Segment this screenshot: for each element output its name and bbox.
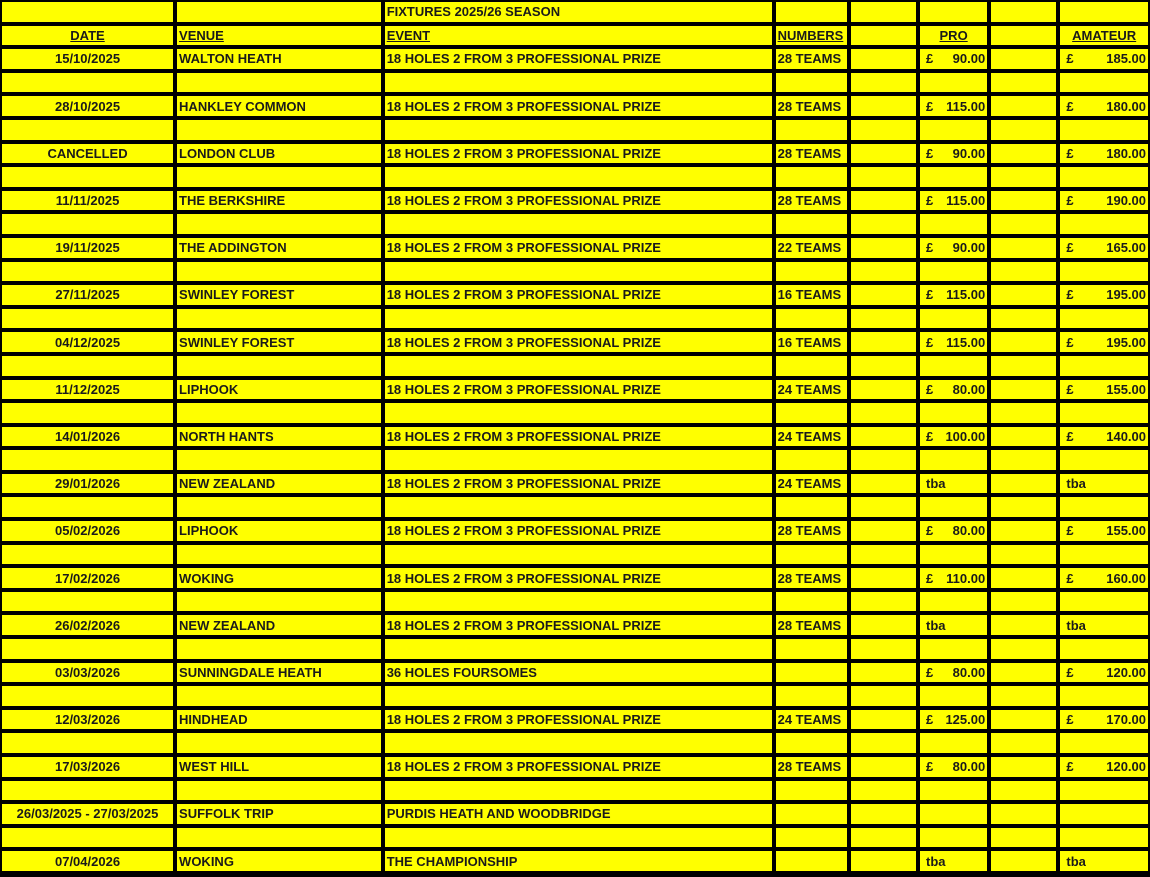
spacer-row (2, 214, 1148, 234)
fixture-date: 07/04/2026 (2, 851, 173, 871)
fixture-venue: WALTON HEATH (177, 49, 381, 69)
table-row (2, 568, 1148, 588)
fixture-numbers: 24 TEAMS (776, 427, 847, 447)
currency-symbol: £ (926, 712, 934, 728)
fixture-pro: £ 115.00 (920, 191, 987, 211)
fixture-event: 18 HOLES 2 FROM 3 PROFESSIONAL PRIZE (385, 757, 772, 777)
spacer-row (2, 403, 1148, 423)
fixture-event: 18 HOLES 2 FROM 3 PROFESSIONAL PRIZE (385, 568, 772, 588)
fixture-date: 12/03/2026 (2, 710, 173, 730)
fixture-numbers (776, 851, 847, 871)
fixture-venue: LONDON CLUB (177, 144, 381, 164)
currency-symbol: £ (926, 145, 934, 161)
fixture-date: 14/01/2026 (2, 427, 173, 447)
header-numbers: NUMBERS (776, 26, 847, 46)
fixture-amateur: £ 160.00 (1060, 568, 1148, 588)
fixture-event: 18 HOLES 2 FROM 3 PROFESSIONAL PRIZE (385, 96, 772, 116)
fixture-venue: WOKING (177, 568, 381, 588)
fixture-numbers: 16 TEAMS (776, 285, 847, 305)
fixture-event: 18 HOLES 2 FROM 3 PROFESSIONAL PRIZE (385, 144, 772, 164)
fixture-amateur: £ 155.00 (1060, 380, 1148, 400)
currency-symbol: £ (1066, 664, 1074, 680)
table-row (2, 332, 1148, 352)
fixture-pro: £ 115.00 (920, 332, 987, 352)
fixture-numbers: 28 TEAMS (776, 49, 847, 69)
table-row (2, 615, 1148, 635)
fixture-venue: LIPHOOK (177, 380, 381, 400)
fixture-numbers: 28 TEAMS (776, 615, 847, 635)
fixture-event: 18 HOLES 2 FROM 3 PROFESSIONAL PRIZE (385, 49, 772, 69)
currency-symbol: £ (1066, 759, 1074, 775)
fixture-date: 26/03/2025 - 27/03/2025 (2, 804, 173, 824)
currency-symbol: £ (926, 759, 934, 775)
fixture-pro: £ 90.00 (920, 238, 987, 258)
fixture-amateur: £ 120.00 (1060, 757, 1148, 777)
fixture-venue: THE ADDINGTON (177, 238, 381, 258)
fixture-venue: HINDHEAD (177, 710, 381, 730)
table-row (2, 238, 1148, 258)
fixture-pro: tba (920, 615, 987, 635)
fixture-date: 17/02/2026 (2, 568, 173, 588)
currency-symbol: £ (1066, 428, 1074, 444)
spacer-row (2, 733, 1148, 753)
fixture-numbers: 22 TEAMS (776, 238, 847, 258)
header-amateur: AMATEUR (1060, 26, 1148, 46)
fixture-numbers: 28 TEAMS (776, 96, 847, 116)
fixture-event: 18 HOLES 2 FROM 3 PROFESSIONAL PRIZE (385, 332, 772, 352)
fixture-pro: £ 80.00 (920, 663, 987, 683)
fixture-pro: £ 100.00 (920, 427, 987, 447)
currency-symbol: £ (926, 240, 934, 256)
table-row (2, 710, 1148, 730)
currency-symbol: £ (1066, 240, 1074, 256)
currency-symbol: £ (926, 523, 934, 539)
fixture-numbers: 24 TEAMS (776, 380, 847, 400)
fixture-amateur: £ 185.00 (1060, 49, 1148, 69)
fixture-venue: WOKING (177, 851, 381, 871)
fixture-pro: £ 115.00 (920, 285, 987, 305)
fixture-pro: £ 80.00 (920, 380, 987, 400)
fixture-event: 18 HOLES 2 FROM 3 PROFESSIONAL PRIZE (385, 521, 772, 541)
fixture-event: 18 HOLES 2 FROM 3 PROFESSIONAL PRIZE (385, 474, 772, 494)
spacer-row (2, 686, 1148, 706)
fixture-amateur: tba (1060, 851, 1148, 871)
currency-symbol: £ (926, 51, 934, 67)
fixture-numbers (776, 663, 847, 683)
header-venue: VENUE (177, 26, 381, 46)
fixture-date: 27/11/2025 (2, 285, 173, 305)
spacer-row (2, 592, 1148, 612)
fixture-pro: £ 115.00 (920, 96, 987, 116)
fixture-date: 11/11/2025 (2, 191, 173, 211)
fixture-event: 18 HOLES 2 FROM 3 PROFESSIONAL PRIZE (385, 285, 772, 305)
fixture-date: 15/10/2025 (2, 49, 173, 69)
fixture-amateur: £ 195.00 (1060, 332, 1148, 352)
fixture-event: 18 HOLES 2 FROM 3 PROFESSIONAL PRIZE (385, 238, 772, 258)
spacer-row (2, 450, 1148, 470)
table-row (2, 380, 1148, 400)
fixture-pro: £ 110.00 (920, 568, 987, 588)
fixture-event: 18 HOLES 2 FROM 3 PROFESSIONAL PRIZE (385, 380, 772, 400)
currency-symbol: £ (1066, 51, 1074, 67)
title-row (2, 2, 1148, 22)
table-row (2, 427, 1148, 447)
spacer-row (2, 497, 1148, 517)
fixture-pro (920, 804, 987, 824)
fixture-numbers: 28 TEAMS (776, 568, 847, 588)
fixture-numbers: 28 TEAMS (776, 191, 847, 211)
currency-symbol: £ (1066, 523, 1074, 539)
fixture-pro: £ 90.00 (920, 144, 987, 164)
fixture-amateur: tba (1060, 615, 1148, 635)
fixture-date: 28/10/2025 (2, 96, 173, 116)
fixture-date: 26/02/2026 (2, 615, 173, 635)
fixture-venue: NEW ZEALAND (177, 474, 381, 494)
fixture-pro: £ 80.00 (920, 521, 987, 541)
currency-symbol: £ (926, 570, 934, 586)
fixture-venue: THE BERKSHIRE (177, 191, 381, 211)
currency-symbol: £ (926, 334, 934, 350)
table-row (2, 285, 1148, 305)
currency-symbol: £ (1066, 334, 1074, 350)
currency-symbol: £ (926, 381, 934, 397)
table-row (2, 521, 1148, 541)
fixture-numbers: 28 TEAMS (776, 521, 847, 541)
currency-symbol: £ (1066, 287, 1074, 303)
fixture-venue: SWINLEY FOREST (177, 332, 381, 352)
fixture-event: 18 HOLES 2 FROM 3 PROFESSIONAL PRIZE (385, 427, 772, 447)
fixture-event: 18 HOLES 2 FROM 3 PROFESSIONAL PRIZE (385, 191, 772, 211)
header-pro: PRO (920, 26, 987, 46)
fixture-numbers: 16 TEAMS (776, 332, 847, 352)
currency-symbol: £ (926, 287, 934, 303)
fixture-venue: HANKLEY COMMON (177, 96, 381, 116)
fixture-venue: NEW ZEALAND (177, 615, 381, 635)
spacer-row (2, 73, 1148, 93)
header-date: DATE (2, 26, 173, 46)
fixture-numbers: 24 TEAMS (776, 710, 847, 730)
fixture-venue: WEST HILL (177, 757, 381, 777)
currency-symbol: £ (1066, 570, 1074, 586)
fixture-numbers (776, 804, 847, 824)
fixture-amateur: £ 180.00 (1060, 96, 1148, 116)
header-row (2, 26, 1148, 46)
spacer-row (2, 120, 1148, 140)
spacer-row (2, 828, 1148, 848)
currency-symbol: £ (1066, 145, 1074, 161)
currency-symbol: £ (926, 98, 934, 114)
fixture-event: 18 HOLES 2 FROM 3 PROFESSIONAL PRIZE (385, 710, 772, 730)
spacer-row (2, 781, 1148, 801)
fixture-pro: tba (920, 474, 987, 494)
fixture-amateur: £ 170.00 (1060, 710, 1148, 730)
fixture-pro: £ 90.00 (920, 49, 987, 69)
fixture-venue: LIPHOOK (177, 521, 381, 541)
sheet-title: FIXTURES 2025/26 SEASON (385, 2, 772, 22)
table-row (2, 144, 1148, 164)
table-row (2, 663, 1148, 683)
table-row (2, 474, 1148, 494)
fixture-numbers: 28 TEAMS (776, 144, 847, 164)
fixture-event: THE CHAMPIONSHIP (385, 851, 772, 871)
table-row (2, 757, 1148, 777)
currency-symbol: £ (926, 193, 934, 209)
fixture-amateur (1060, 804, 1148, 824)
fixture-amateur: £ 140.00 (1060, 427, 1148, 447)
fixture-amateur: tba (1060, 474, 1148, 494)
table-row (2, 96, 1148, 116)
spacer-row (2, 309, 1148, 329)
fixture-date: CANCELLED (2, 144, 173, 164)
spacer-row (2, 167, 1148, 187)
currency-symbol: £ (926, 428, 934, 444)
fixture-venue: SUNNINGDALE HEATH (177, 663, 381, 683)
currency-symbol: £ (1066, 98, 1074, 114)
fixture-event: PURDIS HEATH AND WOODBRIDGE (385, 804, 772, 824)
fixture-pro: £ 125.00 (920, 710, 987, 730)
fixture-date: 05/02/2026 (2, 521, 173, 541)
fixture-pro: tba (920, 851, 987, 871)
fixture-venue: SWINLEY FOREST (177, 285, 381, 305)
fixture-venue: SUFFOLK TRIP (177, 804, 381, 824)
fixture-amateur: £ 165.00 (1060, 238, 1148, 258)
fixture-date: 11/12/2025 (2, 380, 173, 400)
table-row (2, 191, 1148, 211)
fixture-pro: £ 80.00 (920, 757, 987, 777)
fixture-date: 04/12/2025 (2, 332, 173, 352)
header-event: EVENT (385, 26, 772, 46)
fixture-amateur: £ 120.00 (1060, 663, 1148, 683)
fixture-date: 19/11/2025 (2, 238, 173, 258)
table-row (2, 49, 1148, 69)
spacer-row (2, 262, 1148, 282)
fixture-numbers: 28 TEAMS (776, 757, 847, 777)
fixture-amateur: £ 155.00 (1060, 521, 1148, 541)
currency-symbol: £ (1066, 712, 1074, 728)
currency-symbol: £ (926, 664, 934, 680)
spacer-row (2, 356, 1148, 376)
table-row (2, 804, 1148, 824)
spacer-row (2, 545, 1148, 565)
fixture-event: 36 HOLES FOURSOMES (385, 663, 772, 683)
fixture-event: 18 HOLES 2 FROM 3 PROFESSIONAL PRIZE (385, 615, 772, 635)
fixture-date: 29/01/2026 (2, 474, 173, 494)
currency-symbol: £ (1066, 381, 1074, 397)
fixture-venue: NORTH HANTS (177, 427, 381, 447)
fixture-amateur: £ 190.00 (1060, 191, 1148, 211)
fixture-date: 03/03/2026 (2, 663, 173, 683)
currency-symbol: £ (1066, 193, 1074, 209)
table-row (2, 851, 1148, 871)
spacer-row (2, 639, 1148, 659)
fixture-amateur: £ 195.00 (1060, 285, 1148, 305)
fixture-amateur: £ 180.00 (1060, 144, 1148, 164)
fixture-date: 17/03/2026 (2, 757, 173, 777)
fixture-numbers: 24 TEAMS (776, 474, 847, 494)
